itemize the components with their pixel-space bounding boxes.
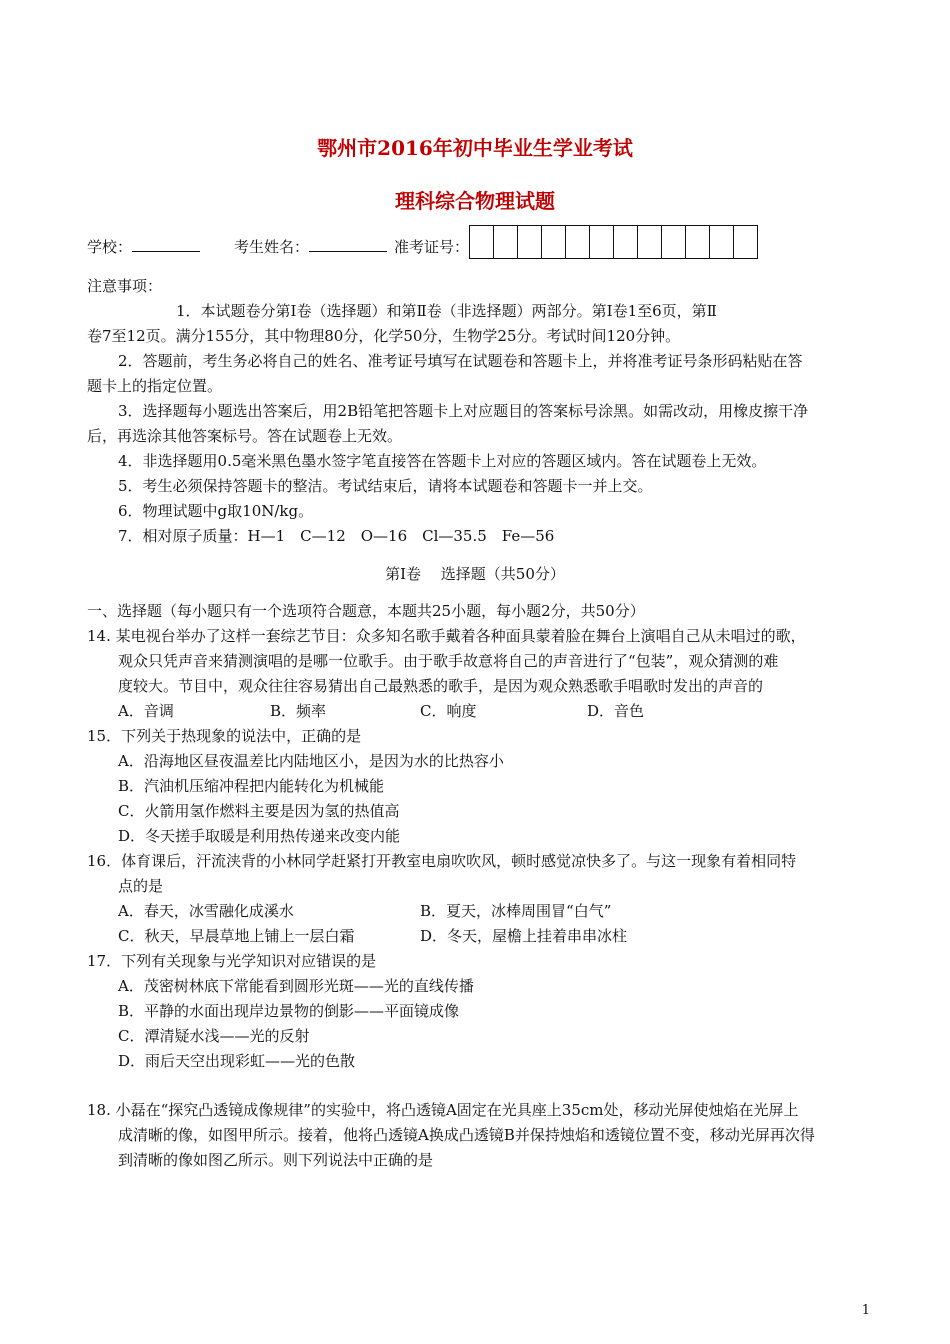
note-2b: 题卡上的指定位置。 <box>87 377 223 395</box>
q17-option-d: D．雨后天空出现彩虹——光的色散 <box>118 1052 356 1070</box>
id-cell <box>686 226 710 258</box>
q14-line-1: 14. 某电视台举办了这样一套综艺节目：众多知名歌手戴着各种面具蒙着脸在舞台上演唱自己从未唱过的歌， <box>87 627 806 645</box>
q18-line-1: 18. 小磊在“探究凸透镜成像规律”的实验中，将凸透镜A固定在光具座上35cm处，移动光屏使烛焰在光屏上 <box>87 1101 799 1119</box>
q17-option-b: B．平静的水面出现岸边景物的倒影——平面镜成像 <box>118 1002 460 1020</box>
school-field <box>87 236 200 257</box>
note-4: 4．非选择题用0.5毫米黑色墨水签字笔直接答在答题卡上对应的答题区域内。答在试题卷上无效。 <box>118 452 767 470</box>
q17-stem: 17．下列有关现象与光学知识对应错误的是 <box>87 952 377 970</box>
document-title: 鄂州市2016年初中毕业生学业考试 <box>317 136 633 160</box>
id-cell <box>542 226 566 258</box>
q17-option-c: C．潭清疑水浅——光的反射 <box>118 1027 310 1045</box>
note-1a: 1．本试题卷分第Ⅰ卷（选择题）和第Ⅱ卷（非选择题）两部分。第Ⅰ卷1至6页，第Ⅱ <box>176 302 717 320</box>
id-cell <box>470 226 494 258</box>
name-blank <box>309 237 387 252</box>
q16-line-1: 16．体育课后，汗流浃背的小林同学赶紧打开教室电扇吹吹风，顿时感觉凉快多了。与这一现象有着相同特 <box>87 852 797 870</box>
note-3b: 后，再选涂其他答案标号。答在试题卷上无效。 <box>87 427 403 445</box>
id-cell <box>710 226 734 258</box>
q14-line-3: 度较大。节目中，观众往往容易猜出自己最熟悉的歌手，是因为观众熟悉歌手唱歌时发出的声音的 <box>118 677 764 695</box>
note-2a: 2．答题前，考生务必将自己的姓名、准考证号填写在试题卷和答题卡上，并将准考证号条形码粘贴在答 <box>118 352 803 370</box>
note-1b: 卷7至12页。满分155分，其中物理80分，化学50分，生物学25分。考试时间120分钟。 <box>87 327 681 345</box>
q15-stem: 15．下列关于热现象的说法中，正确的是 <box>87 727 362 745</box>
id-cell <box>494 226 518 258</box>
document-subtitle: 理科综合物理试题 <box>395 189 555 213</box>
q15-option-b: B．汽油机压缩冲程把内能转化为机械能 <box>118 777 385 795</box>
q16-option-b: B．夏天，冰棒周围冒“白气” <box>420 902 612 920</box>
school-label: 学校： <box>87 238 133 256</box>
school-blank <box>132 237 200 252</box>
q14-option-d: D．音色 <box>587 702 645 720</box>
id-cell <box>590 226 614 258</box>
q15-option-c: C．火箭用氢作燃料主要是因为氢的热值高 <box>118 802 400 820</box>
id-cell <box>518 226 542 258</box>
q18-line-3: 到清晰的像如图乙所示。则下列说法中正确的是 <box>118 1151 434 1169</box>
q14-option-a: A．音调 <box>118 702 174 720</box>
section-instruction: 一、选择题（每小题只有一个选项符合题意，本题共25小题，每小题2分，共50分） <box>87 602 645 620</box>
notes-heading: 注意事项： <box>87 277 163 295</box>
q17-option-a: A．茂密树林底下常能看到圆形光斑——光的直线传播 <box>118 977 474 995</box>
note-5: 5．考生必须保持答题卡的整洁。考试结束后，请将本试题卷和答题卡一并上交。 <box>118 477 653 495</box>
q16-option-d: D．冬天，屋檐上挂着串串冰柱 <box>420 927 628 945</box>
q18-line-2: 成清晰的像，如图甲所示。接着，他将凸透镜A换成凸透镜B并保持烛焰和透镜位置不变，移动光屏再次得 <box>118 1126 815 1144</box>
q14-line-2: 观众只凭声音来猜测演唱的是哪一位歌手。由于歌手故意将自己的声音进行了“包装”，观众猜测的难 <box>118 652 779 670</box>
id-cell <box>662 226 686 258</box>
q15-option-d: D．冬天搓手取暖是利用热传递来改变内能 <box>118 827 401 845</box>
q14-option-b: B．频率 <box>270 702 327 720</box>
id-cell <box>614 226 638 258</box>
q15-option-a: A．沿海地区昼夜温差比内陆地区小，是因为水的比热容小 <box>118 752 504 770</box>
note-3a: 3．选择题每小题选出答案后，用2B铅笔把答题卡上对应题目的答案标号涂黑。如需改动，用橡皮擦干净 <box>118 402 809 420</box>
id-cell <box>734 226 757 258</box>
id-cell <box>638 226 662 258</box>
note-7: 7．相对原子质量：H—1 C—12 O—16 Cl—35.5 Fe—56 <box>118 527 555 545</box>
q16-option-c: C．秋天，早晨草地上铺上一层白霜 <box>118 927 355 945</box>
name-field <box>234 236 387 257</box>
q16-option-a: A．春天，冰雪融化成溪水 <box>118 902 294 920</box>
name-label: 考生姓名： <box>234 238 310 256</box>
id-cell <box>566 226 590 258</box>
id-label: 准考证号： <box>394 238 470 256</box>
note-6: 6．物理试题中g取10N/kg。 <box>118 502 314 520</box>
q16-line-2: 点的是 <box>118 877 164 895</box>
section-title: 第Ⅰ卷 选择题（共50分） <box>385 565 565 583</box>
q14-option-c: C．响度 <box>420 702 477 720</box>
id-number-grid <box>469 225 758 259</box>
page-number: 1 <box>861 1303 870 1318</box>
